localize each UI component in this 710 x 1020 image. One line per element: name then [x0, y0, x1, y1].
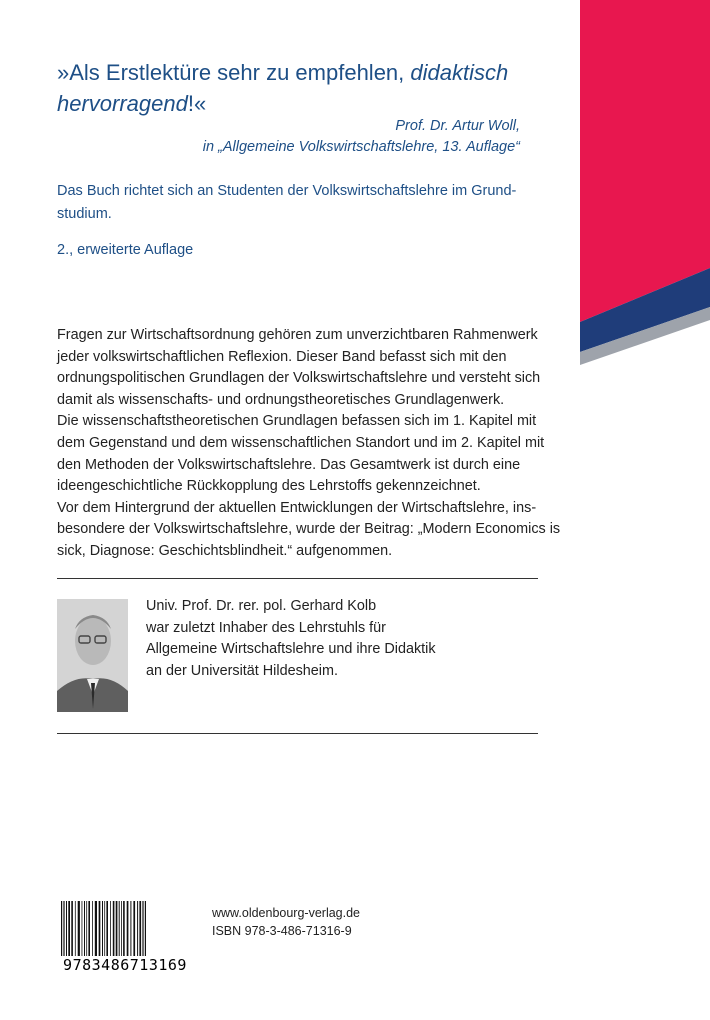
- description-line: sick, Diagnose: Geschichtsblindheit.“ aufgenommen.: [57, 542, 393, 559]
- barcode-bar: [92, 901, 93, 957]
- publisher-info: [212, 904, 360, 940]
- description-line: jeder volkswirtschaftlichen Reflexion. Dieser Band befasst sich mit den: [57, 348, 507, 365]
- barcode-bar: [104, 901, 105, 957]
- barcode-bar: [130, 901, 131, 957]
- author-bio: [146, 596, 526, 682]
- divider-bottom: [57, 733, 538, 734]
- description-line: besondere der Volkswirtschaftslehre, wurde der Beitrag: „Modern Economics is: [57, 521, 561, 538]
- barcode-bar: [127, 901, 129, 957]
- barcode-bar: [84, 901, 85, 957]
- description-line: ordnungspolitischen Grundlagen der Volkswirtschaftslehre und versteht sich: [57, 370, 541, 387]
- navy-stripe: [580, 268, 710, 352]
- barcode-bar: [88, 901, 90, 957]
- publisher-website: www.oldenbourg-verlag.de: [212, 906, 361, 920]
- author-portrait-image: [57, 599, 128, 712]
- barcode-bar: [113, 901, 115, 957]
- barcode-bar: [102, 901, 103, 957]
- barcode-bar: [68, 901, 70, 957]
- barcode-bar: [116, 901, 118, 957]
- description-line: Vor dem Hintergrund der aktuellen Entwicklungen der Wirtschaftslehre, ins-: [57, 499, 537, 516]
- divider-top: [57, 578, 538, 579]
- description-line: Fragen zur Wirtschaftsordnung gehören zum unverzichtbaren Rahmenwerk: [57, 327, 538, 343]
- edition-label: 2., erweiterte Auflage: [57, 242, 194, 258]
- barcode-bar: [133, 901, 135, 957]
- barcode-bar: [123, 901, 125, 957]
- description-line: damit als wissenschafts- und ordnungstheoretisches Grundlagenwerk.: [57, 391, 505, 408]
- barcode-number: 9783486713169: [57, 956, 193, 974]
- barcode-bar: [82, 901, 83, 957]
- barcode-bar: [66, 901, 67, 957]
- barcode-bar: [119, 901, 120, 957]
- author-bio-line: Univ. Prof. Dr. rer. pol. Gerhard Kolb: [146, 598, 377, 614]
- barcode-bar: [139, 901, 141, 957]
- red-stripe: [580, 0, 710, 322]
- author-bio-line: an der Universität Hildesheim.: [146, 662, 338, 679]
- quote-author: Prof. Dr. Artur Woll,: [395, 118, 520, 134]
- quote-source: in „Allgemeine Volkswirtschaftslehre, 13. Auflage“: [202, 139, 520, 155]
- barcode-bar: [71, 901, 73, 957]
- barcode-bar: [99, 901, 101, 957]
- barcode-bar: [110, 901, 111, 957]
- author-photo: [57, 599, 128, 712]
- description-line: den Methoden der Volkswirtschaftslehre. Das Gesamtwerk ist durch eine: [57, 456, 521, 473]
- book-quote: »Als Erstlektüre sehr zu empfehlen, didaktisch hervorragend!«: [57, 60, 509, 116]
- isbn-text: ISBN 978-3-486-71316-9: [212, 924, 352, 938]
- description-line: dem Gegenstand und dem wissenschaftlichen Standort und im 2. Kapitel mit: [57, 434, 545, 451]
- barcode-bar: [137, 901, 138, 957]
- barcode-bar: [95, 901, 97, 957]
- barcode-bar: [75, 901, 76, 957]
- book-description: [57, 325, 561, 563]
- description-line: Die wissenschaftstheoretischen Grundlagen befassen sich im 1. Kapitel mit: [57, 413, 537, 430]
- description-line: ideengeschichtliche Rückkopplung des Lehrstoffs gekennzeichnet.: [57, 478, 481, 495]
- barcode-bar: [121, 901, 122, 957]
- target-audience-text: Das Buch richtet sich an Studenten der Volkswirtschaftslehre im Grund-studium.: [57, 183, 517, 222]
- author-bio-line: Allgemeine Wirtschaftslehre und ihre Didaktik: [146, 641, 436, 658]
- barcode-bar: [86, 901, 87, 957]
- author-bio-line: war zuletzt Inhaber des Lehrstuhls für: [146, 619, 386, 636]
- barcode-bar: [78, 901, 80, 957]
- grey-stripe: [580, 307, 710, 365]
- barcode-bar: [106, 901, 108, 957]
